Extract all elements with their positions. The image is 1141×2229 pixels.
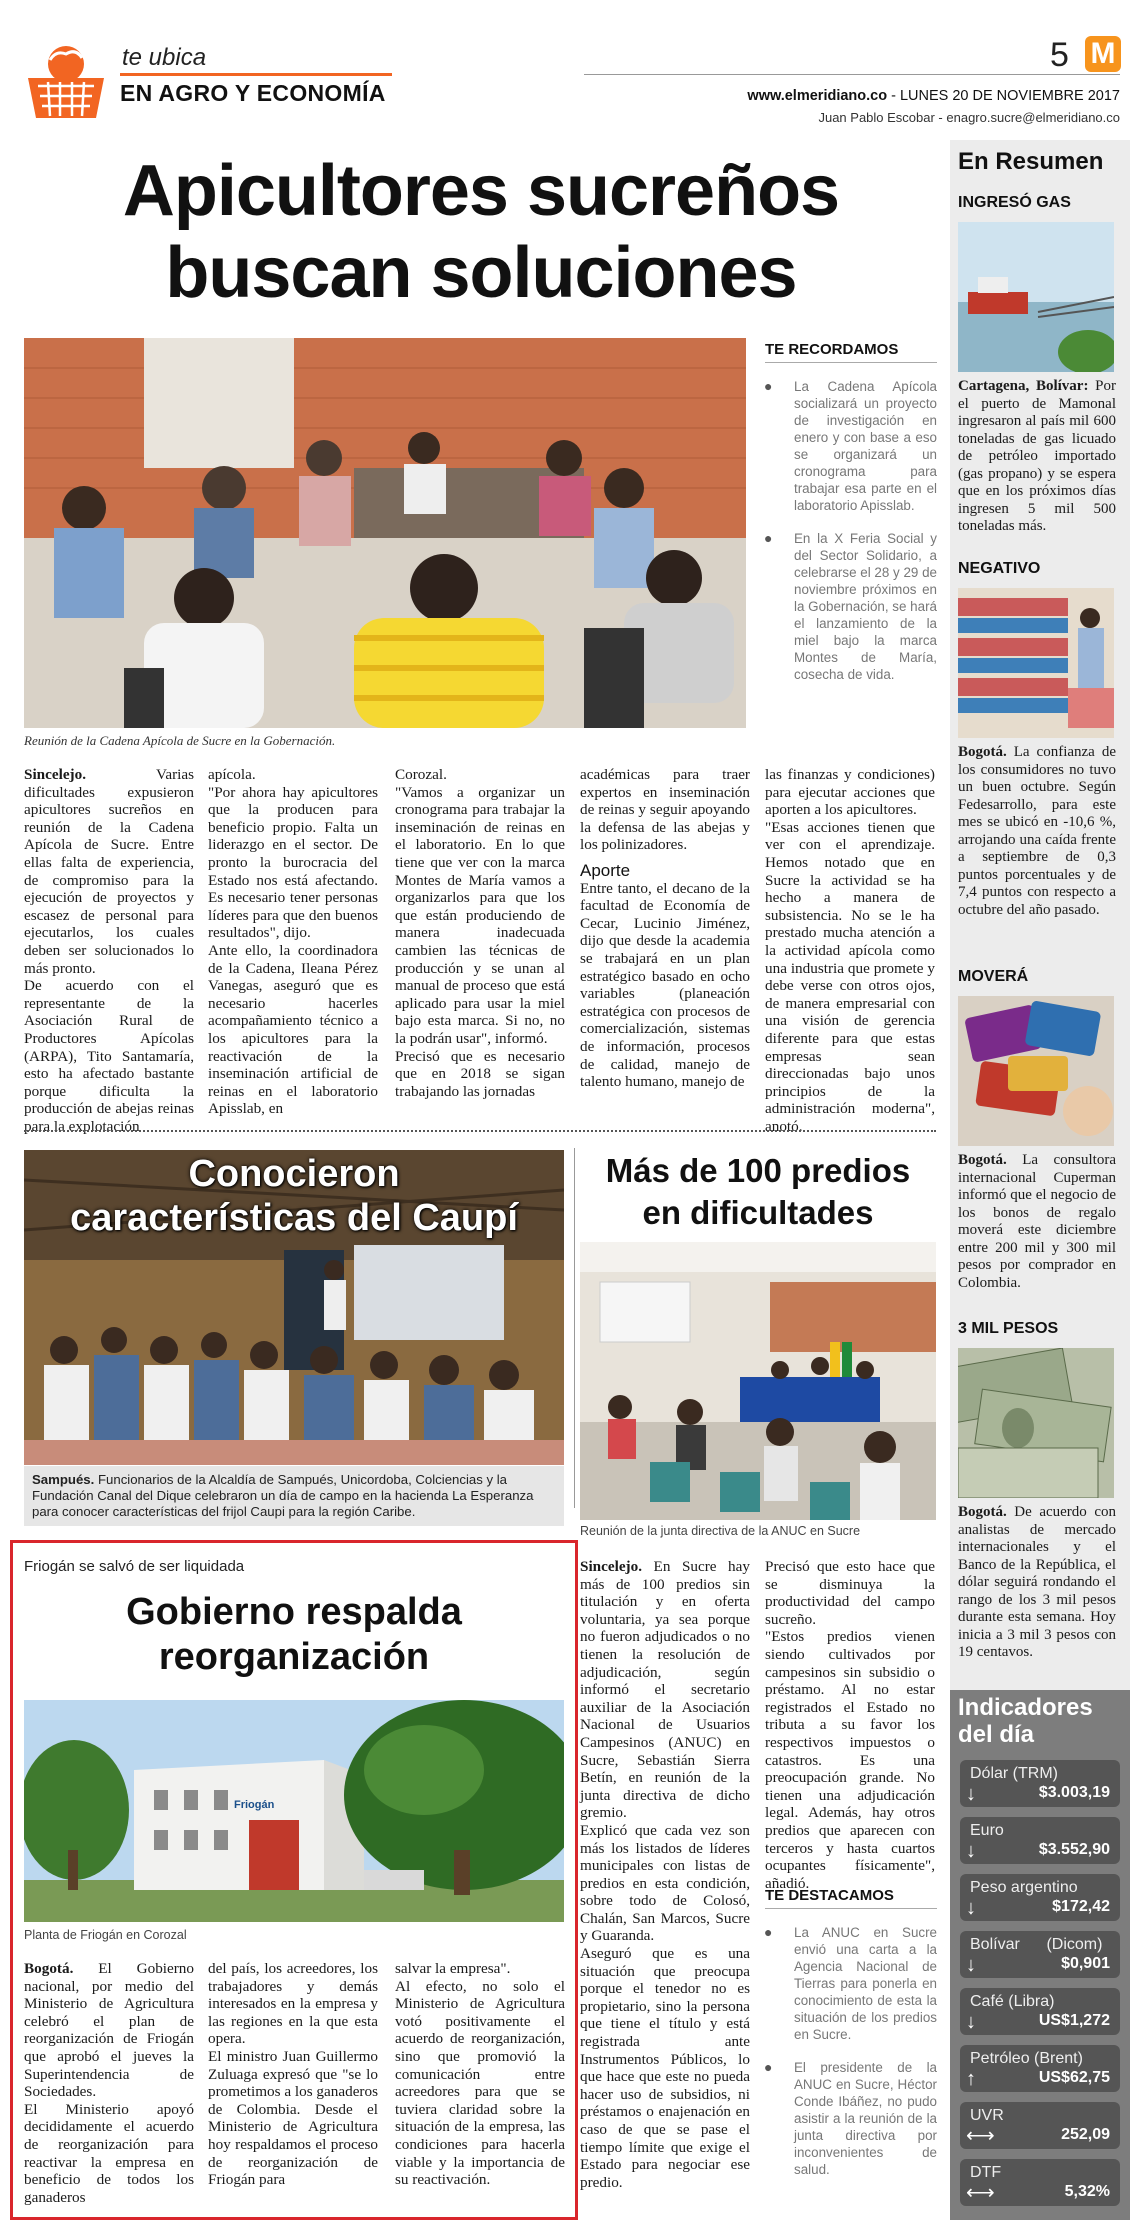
headline-line-2: buscan soluciones: [165, 233, 797, 313]
destacamos-title: TE DESTACAMOS: [765, 1887, 894, 1904]
indicators-list: [960, 1760, 1120, 2215]
friogan-headline: [24, 1590, 564, 1680]
friogan-photo: [24, 1700, 564, 1922]
story-text: [24, 766, 194, 1135]
friogan-lead: Bogotá.: [24, 1960, 74, 1977]
indicator-uvr: UVR ⟷ 252,09: [960, 2102, 1120, 2149]
sidebar-item-text: [958, 744, 1116, 919]
indicator-dtf: DTF ⟷ 5,32%: [960, 2159, 1120, 2206]
sidebar-item-lead: Bogotá.: [958, 1152, 1007, 1168]
sidebar-item-head: INGRESÓ GAS: [958, 194, 1071, 211]
sidebar-item-body: Por el puerto de Mamonal ingresaron al país mil 600 toneladas de gas licuado de petróleo importado (gas propano) y se espera que en los próximos días ingresen 5 mil 500 toneladas más.: [958, 378, 1117, 534]
arrow-down-icon: ↓: [966, 2011, 976, 2033]
gas-ship-photo: [958, 222, 1114, 372]
indicator-dolar: Dólar (TRM) ↓ $3.003,19: [960, 1760, 1120, 1807]
predios-headline: [580, 1150, 936, 1234]
friogan-column-1: [24, 1960, 194, 2206]
friogan-kicker: Friogán se salvó de ser liquidada: [24, 1558, 245, 1575]
anuc-photo: [580, 1242, 936, 1520]
caupi-headline-line-2: características del Caupí: [70, 1197, 518, 1239]
list-item: ● La Cadena Apícola socializará un proyecto de investigación en enero y con base a eso se organizará un cronograma para trabajar esa parte en el laboratorio Apisslab.: [764, 378, 937, 513]
story-text: académicas para traer expertos en inseminación de reinas y seguir apoyando la defensa de las abejas y los polinizadores.: [580, 766, 750, 854]
arrow-down-icon: ↓: [966, 1783, 976, 1805]
subhead: Aporte: [580, 860, 631, 880]
sidebar-title: En Resumen: [958, 148, 1104, 175]
friogan-headline-line-1: Gobierno respalda: [126, 1591, 462, 1633]
predios-headline-line-2: en dificultades: [642, 1194, 874, 1231]
header-rule: [584, 74, 1120, 75]
website: www.elmeridiano.co: [747, 88, 888, 104]
dateline: [722, 88, 1120, 104]
friogan-text: El Gobierno nacional, por medio del Ministerio de Agricultura celebró el plan de reorganización de Friogán que aprobó el jueves la Superintendencia de Sociedades. El Ministerio apoyó decididamente el acuerdo de reorganización para reactivar la empresa en beneficio de todos los ganaderos: [24, 1960, 194, 2206]
predios-column-1: [580, 1558, 750, 2191]
indicator-peso-argentino: Peso argentino ↓ $172,42: [960, 1874, 1120, 1921]
story-text: Entre tanto, el decano de la facultad de Economía de Cecar, Lucinio Jiménez, dijo que desde la academia se trabajará en un plan estratégico basado en ocho variables (planeación estratégica con procesos de comercialización, sistemas de información, procesos de calidad, manejo de talento humano, manejo de: [580, 879, 750, 1091]
date: - LUNES 20 DE NOVIEMBRE 2017: [887, 88, 1120, 104]
indicator-euro: Euro ↓ $3.552,90: [960, 1817, 1120, 1864]
caupi-caption-lead: Sampués.: [32, 1472, 95, 1487]
arrow-down-icon: ↓: [966, 1897, 976, 1919]
basket-icon: [22, 38, 110, 124]
arrow-down-icon: ↓: [966, 1954, 976, 1976]
story-column-1: [24, 766, 194, 1135]
sidebar-item-body: De acuerdo con analistas de mercado internacionales y el Banco de la República, el dólar seguirá rondando el rango de los 3 mil pesos durante esta semana. Hoy inicia a 3 mil 3 pesos con 19 centavos.: [958, 1504, 1116, 1660]
story-column-3: Corozal. "Vamos a organizar un cronograma para trabajar la inseminación de reinas en el laboratorio. En lo que tiene que ver con la marca Montes de María vamos a organizarlos para que los que están produciendo de manera inadecuada cambien las técnicas de producción y se unan al manual de proceso que está aplicado para usar la miel bajo esta marca. Si no, no la podrán usar", informó. Precisó que es necesario que en 2018 se sigan trabajando las jornadas: [395, 766, 565, 1100]
story-column-5: las finanzas y condiciones) para ejecutar acciones que aporten a los apicultores. "Esas acciones tienen que ver con el aprendizaje. Hemos notado que en Sucre la actividad se ha hecho a manera de subsistencia. No se le ha prestado mucha atención a la actividad apícola como una industria que promete y debe verse con otros ojos, de manera empresarial con una visión de gerencia diferente para que estas empresas sean direccionadas bajo unos principios de la administración moderna", anotó.: [765, 766, 935, 1135]
predios-caption: Reunión de la junta directiva de la ANUC en Sucre: [580, 1524, 861, 1538]
headline: [20, 150, 942, 314]
meeting-photo: [24, 338, 746, 728]
sidebar-item-text: [958, 1504, 1116, 1662]
destacamos-list: [762, 1924, 937, 2178]
list-item: ● La ANUC en Sucre envió una carta a la Agencia Nacional de Tierras para ponerla en conocimiento de esta la situación de los predios en Sucre.: [764, 1924, 937, 2042]
list-item: ● El presidente de la ANUC en Sucre, Héctor Conde Ibáñez, no pudo asistir a la reunión de la junta directiva por inconvenientes de salud.: [764, 2059, 937, 2177]
list-item-text: La Cadena Apícola socializará un proyecto de investigación en enero y con base a eso se organizará un cronograma para trabajar esa parte en el laboratorio Apisslab.: [794, 379, 937, 513]
brand-logo: M: [1085, 36, 1121, 72]
sidebar-item-lead: Bogotá.: [958, 1504, 1007, 1520]
sidebar-item-body: La confianza de los consumidores no tuvo un buen octubre. Según Fedesarrollo, para este mes se ubicó en -10,6 %, arrojando una caída frente a septiembre de 0,3 puntos porcentuales y de 7,4 puntos con respecto a octubre del año pasado.: [958, 744, 1116, 918]
sidebar-item-text: [958, 378, 1116, 536]
predios-lead: Sincelejo.: [580, 1558, 643, 1575]
story-text-body: Varias dificultades expusieron apicultores sucreños en reunión de la Cadena Apícola de Sucre. Entre ellas falta de experiencia, de compromiso para la ejecución de proyectos y escasez de personal para ejecutarlos, los cuales deben ser solucionados lo más pronto. De acuerdo con el representante de la Asociación Rural de Productores Apícolas (ARPA), Tito Santamaría, esto ha afectado bastante porque dificulta la producción de abejas reinas para la explotación: [24, 766, 194, 1135]
dateline-lead: Sincelejo.: [24, 766, 87, 783]
friogan-caption: Planta de Friogán en Corozal: [24, 1928, 187, 1942]
page-number: 5: [1050, 36, 1069, 74]
list-item: ● En la X Feria Social y del Sector Solidario, a celebrarse el 28 y 29 de noviembre próximos en la Gobernación, se hará el lanzamiento de la miel bajo la marca Montes de María, cosecha de vida.: [764, 530, 937, 682]
arrow-down-icon: ↓: [966, 1840, 976, 1862]
sidebar-item-lead: Bogotá.: [958, 744, 1007, 760]
section-divider: [24, 1130, 936, 1132]
byline: Juan Pablo Escobar - enagro.sucre@elmeridiano.co: [818, 110, 1120, 125]
arrow-both-icon: ⟷: [966, 2125, 995, 2147]
predios-column-2: Precisó que esto hace que se disminuya la productividad del campo sucreño. "Estos predios vienen siendo cultivados por campesinos sin subsidio o préstamo. Al no estar registrados el Estado no tributa a su favor los respectivos impuestos o catastros. Es una preocupación grande. No tienen una adjudicación legal. Además, hay otros predios que aparecen con terceros y hasta cuartos ocupantes físicamente", añadió.: [765, 1558, 935, 1892]
indicators-title-line-1: Indicadores: [958, 1694, 1093, 1721]
sidebar-item-body: La consultora internacional Cuperman informó que el negocio de los bonos de regalo moverá este diciembre entre 200 mil y 300 mil pesos por comprador en Colombia.: [958, 1152, 1116, 1291]
sidebar-item-text: [958, 1152, 1116, 1292]
sidebar-item-lead: Cartagena, Bolívar:: [958, 378, 1089, 394]
list-item-text: El presidente de la ANUC en Sucre, Héctor Conde Ibáñez, no pudo asistir a la reunión de la junta directiva por inconvenientes de salud.: [794, 2060, 937, 2177]
section-rule: [120, 73, 392, 76]
headline-line-1: Apicultores sucreños: [122, 151, 840, 231]
indicator-bolivar: Bolívar (Dicom) ↓ $0,901: [960, 1931, 1120, 1978]
indicator-cafe: Café (Libra) ↓ US$1,272: [960, 1988, 1120, 2035]
caupi-caption: [24, 1466, 564, 1526]
sidebar-item-head: 3 MIL PESOS: [958, 1320, 1059, 1337]
supermarket-photo: [958, 588, 1114, 738]
building-sign: Friogán: [234, 1799, 275, 1811]
caupi-headline-line-1: Conocieron: [188, 1153, 400, 1195]
dollar-bills-photo: [958, 1348, 1114, 1498]
caupi-headline: [24, 1152, 564, 1240]
recordamos-title: TE RECORDAMOS: [765, 341, 899, 358]
gift-cards-photo: [958, 996, 1114, 1146]
indicators-title: [958, 1694, 1093, 1748]
sidebar-item-head: NEGATIVO: [958, 560, 1041, 577]
friogan-headline-line-2: reorganización: [158, 1636, 430, 1678]
list-item-text: La ANUC en Sucre envió una carta a la Agencia Nacional de Tierras para ponerla en conocimiento de esta la situación de los predios en Sucre.: [794, 1925, 937, 2042]
friogan-column-2: del país, los acreedores, los trabajadores y demás interesados en la empresa y las regiones en la que esta opera. El ministro Juan Guillermo Zuluaga expresó que "se lo prometimos a los ganaderos de Colombia. Desde el Ministerio de Agricultura hoy respaldamos el proceso de reorganización de Friogán para: [208, 1960, 378, 2189]
friogan-column-3: salvar la empresa". Al efecto, no solo el Ministerio de Agricultura votó positivamente el acuerdo de reorganización, sino que promovió la comunicación entre acreedores para que se tuviera claridad sobre la situación de la empresa, las condiciones para hacerla viable y la importancia de su reactivación.: [395, 1960, 565, 2189]
column-divider: [574, 1148, 575, 1508]
arrow-both-icon: ⟷: [966, 2182, 995, 2204]
arrow-up-icon: ↑: [966, 2068, 976, 2090]
sidebar-item-head: MOVERÁ: [958, 968, 1029, 985]
predios-headline-line-1: Más de 100 predios: [605, 1152, 911, 1189]
section-tagline: te ubica: [122, 44, 207, 71]
photo-caption: Reunión de la Cadena Apícola de Sucre en la Gobernación.: [24, 733, 336, 748]
indicator-petroleo: Petróleo (Brent) ↑ US$62,75: [960, 2045, 1120, 2092]
predios-text: En Sucre hay más de 100 predios sin titulación y en oferta voluntaria, ya sea porque no fueron adjudicados o no tienen la resolución de adjudicación, según informó el secretario auxiliar de la Asociación Nacional de Usuarios Campesinos (ANUC) en Sucre, Sebastián Sierra Betín, en reunión de la junta directiva de dicho gremio. Explicó que cada vez son más los listados de líderes municipales con listas de predios en esta condición, sobre todo de Colosó, Chalán, San Marcos, Sucre y Guaranda. Aseguró que es una situación que preocupa porque el tenedor no es propietario, sino la persona que tiene el título y está registrada ante Instrumentos Públicos, lo que hace que este no pueda hacer uso de subsidios, ni préstamos o enajenación en caso de que se pase el tiempo límite que exige el Estado para negociar ese predio.: [580, 1558, 750, 2191]
section-name: EN AGRO Y ECONOMÍA: [120, 80, 386, 106]
list-item-text: En la X Feria Social y del Sector Solidario, a celebrarse el 28 y 29 de noviembre próximos en la Gobernación, se hará el lanzamiento de la miel bajo la marca Montes de María, cosecha de vida.: [794, 531, 937, 682]
story-column-4: [580, 766, 750, 1091]
recordamos-rule: [765, 362, 937, 363]
story-column-2: apícola. "Por ahora hay apicultores que la producen para beneficio propio. Falta un liderazgo en el sector. De pronto la burocracia del Estado nos está afectando. Es necesario tener personas líderes para que den buenos resultados", dijo. Ante ello, la coordinadora de la Cadena, Ileana Pérez Vanegas, aseguró que es necesario hacerles acompañamiento técnico a los apicultores para la reactivación de la inseminación artificial de reinas en el laboratorio Apisslab, en: [208, 766, 378, 1118]
masthead-logo: [22, 38, 110, 124]
indicators-title-line-2: del día: [958, 1721, 1035, 1748]
destacamos-rule: [765, 1908, 937, 1909]
recordamos-list: [762, 378, 937, 683]
caupi-caption-text: Funcionarios de la Alcaldía de Sampués, Unicordoba, Colciencias y la Fundación Canal del Dique celebraron un día de campo en la hacienda La Esperanza para conocer características del frijol Caupi para la región Caribe.: [32, 1472, 534, 1519]
